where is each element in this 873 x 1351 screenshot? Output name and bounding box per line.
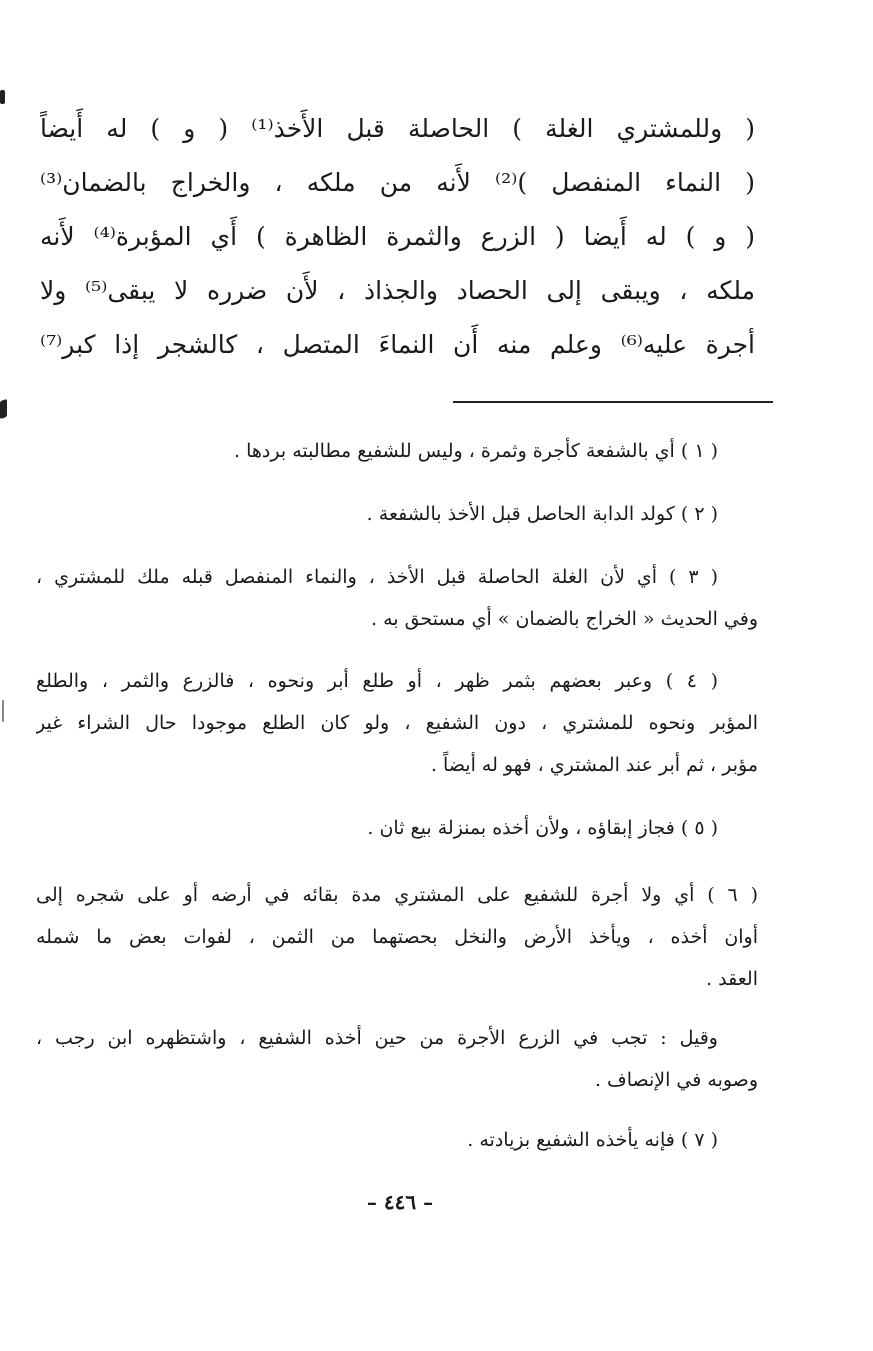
footnote-line: المؤبر ونحوه للمشتري ، دون الشفيع ، ولو كان الطلع موجودا حال الشراء غير — [36, 712, 758, 734]
page-number: – ٤٤٦ – — [366, 1190, 434, 1214]
footnote-line: ( ٥ ) فجاز إبقاؤه ، ولأن أخذه بمنزلة بيع ثان . — [367, 817, 718, 839]
footnote-line: مؤبر ، ثم أبر عند المشتري ، فهو له أيضاً . — [430, 754, 758, 776]
footnote-4 — [36, 660, 758, 786]
footnote-7 — [36, 1119, 758, 1161]
scan-edge-mark — [0, 399, 7, 420]
main-text-line: ( و ) له أَيضا ( الزرع والثمرة الظاهرة ) أَي المؤبرة⁽⁴⁾ لأَنه — [40, 222, 755, 251]
footnote-separator — [453, 401, 773, 403]
footnote-line: ( ٦ ) أي ولا أجرة للشفيع على المشتري مدة بقائه في أرضه أو على شجره إلى — [36, 884, 758, 906]
footnote-line: وقيل : تجب في الزرع الأجرة من حين أخذه الشفيع ، واشتظهره ابن رجب ، — [36, 1027, 718, 1049]
scan-edge-mark — [0, 90, 5, 104]
footnote-line: وصوبه في الإنصاف . — [594, 1069, 758, 1091]
footnote-6-continuation — [36, 1017, 758, 1101]
main-text-line: ملكه ، ويبقى إلى الحصاد والجذاذ ، لأَن ضرره لا يبقى⁽⁵⁾ ولا — [40, 276, 755, 305]
footnote-line: ( ٧ ) فإنه يأخذه الشفيع بزيادته . — [467, 1129, 718, 1151]
main-text-line: أجرة عليه⁽⁶⁾ وعلم منه أَن النماءَ المتصل ، كالشجر إذا كبر⁽⁷⁾ — [40, 330, 755, 359]
main-text-line: ( النماء المنفصل )⁽²⁾ لأَنه من ملكه ، والخراج بالضمان⁽³⁾ — [40, 168, 755, 197]
footnote-line: أوان أخذه ، ويأخذ الأرض والنخل بحصتهما من الثمن ، لفوات بعض ما شمله — [36, 926, 758, 948]
footnote-2 — [36, 493, 758, 535]
main-text — [40, 102, 755, 372]
footnote-line: ( ٢ ) كولد الدابة الحاصل قبل الأخذ بالشفعة . — [366, 503, 718, 525]
footnote-3 — [36, 556, 758, 640]
footnote-line: ( ٣ ) أي لأن الغلة الحاصلة قبل الأخذ ، والنماء المنفصل قبله ملك للمشتري ، — [36, 566, 719, 588]
footnote-line: العقد . — [706, 968, 758, 990]
footnote-line: وفي الحديث « الخراج بالضمان » أي مستحق به . — [370, 608, 758, 630]
footnote-6 — [36, 874, 758, 1000]
footnote-line: ( ٤ ) وعبر بعضهم بثمر ظهر ، أو طلع أبر ونحوه ، فالزرع والثمر ، والطلع — [36, 670, 718, 692]
footnote-line: ( ١ ) أي بالشفعة كأجرة وثمرة ، وليس للشفيع مطالبته بردها . — [234, 440, 718, 462]
main-text-line: ( وللمشتري الغلة ) الحاصلة قبل الأَخذ⁽¹⁾ ( و ) له أَيضاً — [40, 114, 755, 143]
footnote-1 — [36, 430, 758, 472]
scan-edge-mark — [2, 700, 4, 722]
footnote-5 — [36, 807, 758, 849]
